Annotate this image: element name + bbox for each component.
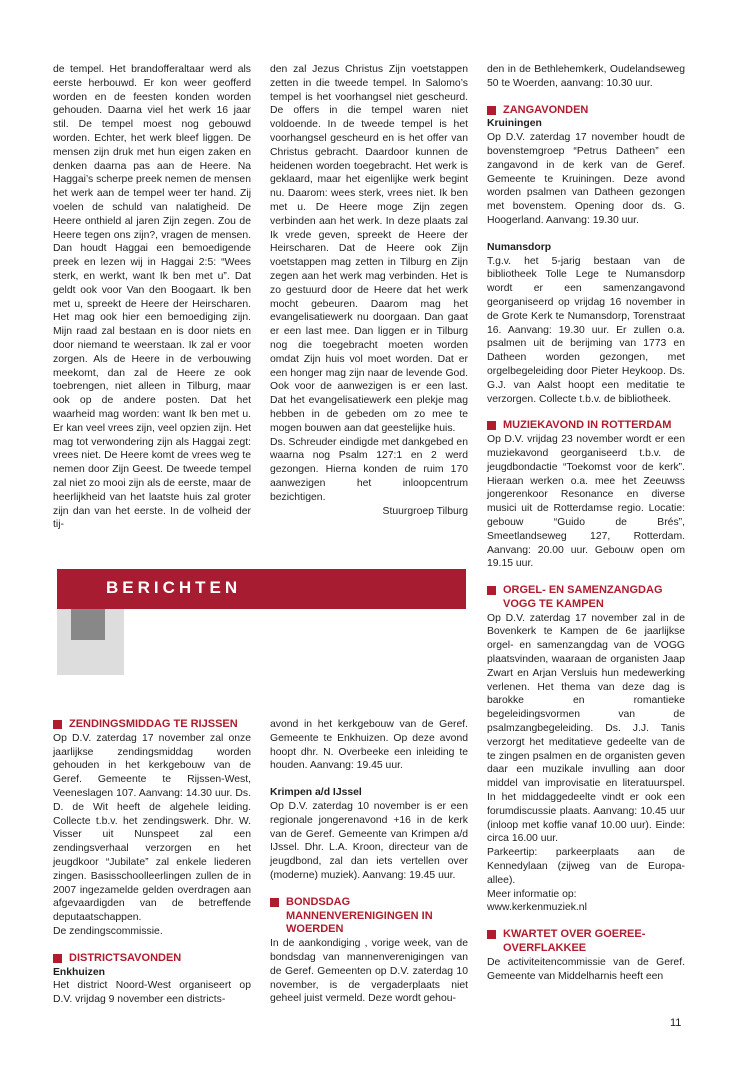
bullet-square-icon [487, 421, 496, 430]
bullet-square-icon [53, 954, 62, 963]
news-column-1-bottom [53, 718, 251, 1007]
article-column-1 [53, 63, 251, 532]
item-text: T.g.v. het 5-jarig bestaan van de bibliotheek Tolle Lege te Numansdorp wordt er een samenzangavond georganiseerd op vrijdag 16 november in de Grote Kerk te Numansdorp, Torenstraat 16. Aanvang: 19.30 uur. Er zullen o.a. psalmen uit de berijming van 1773 en Datheen worden gezongen, met orgelbegeleiding door Pieter Heykoop. Ds. G.J. van Aalst hoopt een meditatie te verzorgen. Collecte t.b.v. de bibliotheek. [487, 255, 685, 405]
bullet-square-icon [487, 586, 496, 595]
section-heading-kwartet: KWARTET OVER GOEREE-OVERFLAKKEE [487, 928, 685, 956]
item-text: Het district Noord-West organiseert op D.V. vrijdag 9 november een districts- [53, 980, 251, 1006]
decorative-dark-block [71, 609, 105, 640]
section-heading-zendingsmiddag: ZENDINGSMIDDAG TE RIJSSEN [53, 718, 251, 732]
section-heading-districtsavonden: DISTRICTSAVONDEN [53, 952, 251, 966]
item-text: Op D.V. zaterdag 17 november zal in de Bovenkerk te Kampen de 6e jaarlijkse orgel- en samenzangdag van de VOGG plaatsvinden, waaraan de organisten Jaap Zwart en Arjan Versluis hun medewerking verlenen. Het thema van deze dag is barokke en romantieke begeleidingsvormen van de psalmzangbegeleiding. Ds. J.J. Tanis verzorgt het meditatieve gedeelte van de te zingen psalmen en de organisten geven daar een muzikale invulling aan door middel van improvisatie en literatuurspel. In het middaggedeelte vindt er ook een forumdiscussie plaats. Aanvang: 10.45 uur (inloop met koffie vanaf 10.00 uur). Einde: circa 16.00 uur. [487, 612, 685, 845]
woerden-continued: den in de Bethlehemkerk, Oudelandseweg 50 te Woerden, aanvang: 10.30 uur. [487, 64, 685, 89]
article-paragraph: Ds. Schreuder eindigde met dankgebed en waarna nog Psalm 127:1 en 2 werd gezongen. Hierna konden de ruim 170 aanwezigen het inloopcentrum bezichtigen. [270, 436, 468, 503]
subheading-numansdorp: Numansdorp [487, 241, 552, 253]
item-text: Op D.V. vrijdag 23 november wordt er een muziekavond georganiseerd t.b.v. de jeugdbondactie “Toekomst voor de kerk”. Hieraan werken o.a. mee het Zeeuwss jongerenkoor Resonance en diverse musici uit de Rotterdamse regio. Locatie: gebouw “Guido de Brés”, Smeetlandseweg 127, Rotterdam. Aanvang: 20.00 uur. Gebouw open om 19.15 uur. [487, 434, 685, 570]
article-signature: Stuurgroep Tilburg [382, 505, 468, 517]
item-text: In de aankondiging , vorige week, van de bondsdag van mannenverenigingen van de Geref. Gemeenten op D.V. zaterdag 10 november, is de vergaderplaats niet geheel juist vermeld. Deze wordt gehou- [270, 938, 468, 1005]
section-heading-zangavonden: ZANGAVONDEN [487, 104, 685, 118]
article-paragraph: den zal Jezus Christus Zijn voetstappen zetten in die tweede tempel. In Salomo’s tempel is het voorhangsel niet gescheurd. De offers in die tempel waren niet voldoende. In de tweede tempel is het voorhangsel gescheurd en is het offer van Christus gebracht. Daardoor kunnen de heidenen worden toegebracht. Het werk is geklaard, maar het eigenlijke werk begint nu. Daarom: wees sterk, vrees niet. Ik ben met u. De Heere moge Zijn zegen verbinden aan het werk. In deze plaats zal Ik vrede geven, spreekt de Heere der Heirscharen. Dat de Heere ook Zijn voetstappen mag zetten in Tilburg en Zijn zegen aan het werk mag verbinden. Het is zo gestuurd door de Heere dat het werk mocht gebeuren. Daarom mag het evangelisatiewerk nu doorgaan. Dan gaat er een last mee. Dan liggen er in Tilburg nog die toegebracht moeten worden omdat Zijn huis vol moet worden. Dat er een honger mag zijn naar de levende God. Ook voor de aanwezigen is er een last. Dat het evangelisatiewerk een plekje mag hebben in de gebeden om zo mee te mogen bouwen aan dat geestelijke huis. [270, 64, 468, 434]
subheading-kruiningen: Kruiningen [487, 118, 542, 130]
section-heading-bondsdag: BONDSDAG MANNENVERENIGINGEN IN WOERDEN [270, 896, 468, 937]
bullet-square-icon [53, 720, 62, 729]
banner-title: BERICHTEN [106, 578, 242, 597]
item-text: avond in het kerkgebouw van de Geref. Gemeente te Enkhuizen. Op deze avond hoopt dhr. N. Overbeeke een inleiding te houden. Aanvang: 19.45 uur. [270, 719, 468, 772]
more-info: Meer informatie op: [487, 888, 577, 900]
news-column-3 [487, 63, 685, 983]
section-heading-orgel: ORGEL- EN SAMENZANGDAG VOGG TE KAMPEN [487, 584, 685, 612]
item-signature: De zendingscommissie. [53, 925, 163, 937]
article-column-2 [270, 63, 468, 518]
item-text: Op D.V. zaterdag 17 november houdt de bovenstemgroep “Petrus Datheen” een zangavond in de kerk van de Geref. Gemeente te Kruiningen. Deze avond worden psalmen van Datheen gezongen met bovenstem. Opening door ds. G. Hoogerland. Aanvang: 19.30 uur. [487, 132, 685, 226]
article-paragraph: de tempel. Het brandofferaltaar werd als eerste herbouwd. Er kon weer geofferd worden en de feesten konden worden gehouden. Daarna viel het werk 16 jaar stil. De tempel moest nog gebouwd worden. Echter, het werk bleef liggen. De mensen zijn druk met hun eigen zaken en denken daarna pas aan de Heere. Na Haggai’s scherpe preek nemen de mensen het werk aan de tempel weer ter hand. Zij voelen de schuld van nalatigheid. De Heere onthield al jaren Zijn zegen. Zou de Heere tegen ons zijn?, vragen de mensen. Dan houdt Haggai een bemoedigende preek en lezen wij in Haggai 2:5: “Wees sterk, en werkt, want Ik ben met u”. Dat geldt ook voor Van den Boogaart. Ik ben met u, spreekt de Heere der Heirscharen. Het mag ook hier een bemoediging zijn. Mijn raad zal bestaan en is door niets en door niemand te weerstaan. Ik zal er voor zorgen. Als de Heere in de verbouwing meekomt, dan zal de Heere ze ook toebrengen, niet alleen in Tilburg, maar ook op de andere posten. Dat het waarheid mag worden: want Ik ben met u. Er kan veel vrees zijn, veel opzien zijn. Het mag tot verwondering zijn als Haggai zegt: vrees niet. De Heere komt de vrees weg te nemen door Zijn Geest. De tweede tempel zal niet zo mooi zijn als de eerste, maar de heerlijkheid van het laatste huis zal groter zijn dan van het eerste. In de volheid der tij- [53, 64, 251, 531]
subheading-enkhuizen: Enkhuizen [53, 966, 105, 978]
item-text: Op D.V. zaterdag 10 november is er een regionale jongerenavond +16 in de kerk van de Geref. Gemeente van Krimpen a/d IJssel. Dhr. L.A. Kroon, directeur van de jeugdbond, zal dan iets vertellen over (moderne) muziek). Aanvang: 19.45 uur. [270, 800, 468, 881]
news-column-2-bottom [270, 718, 468, 1006]
section-heading-muziekavond: MUZIEKAVOND IN ROTTERDAM [487, 419, 685, 433]
bullet-square-icon [487, 106, 496, 115]
subheading-krimpen: Krimpen a/d IJssel [270, 787, 362, 799]
parking-tip: Parkeertip: parkeerplaats aan de Kennedylaan (zijweg van de Europa-allee). [487, 847, 685, 886]
item-text: De activiteitencommissie van de Geref. Gemeente van Middelharnis heeft een [487, 956, 685, 982]
berichten-banner [57, 569, 466, 609]
item-text: Op D.V. zaterdag 17 november zal onze jaarlijkse zendingsmiddag worden gehouden in het kerkgebouw van de Geref. Gemeente te Rijssen-West, Veeneslagen 107. Aanvang: 14.30 uur. Ds. D. de Wit heeft de algehele leiding. Collecte t.b.v. het zendingswerk. Dhr. W. Visser uit Nunspeet zal een zendingsverhaal verzorgen en het jeugdkoor “Jubilate” zal enkele liederen zingen. Basisschoolleerlingen zullen de in 2007 ingezamelde gelden overdragen aan afgevaardigden van de betreffende deputaatschappen. [53, 732, 251, 924]
bullet-square-icon [270, 898, 279, 907]
bullet-square-icon [487, 930, 496, 939]
page-number: 11 [670, 1017, 682, 1029]
info-link[interactable]: www.kerkenmuziek.nl [487, 902, 587, 914]
